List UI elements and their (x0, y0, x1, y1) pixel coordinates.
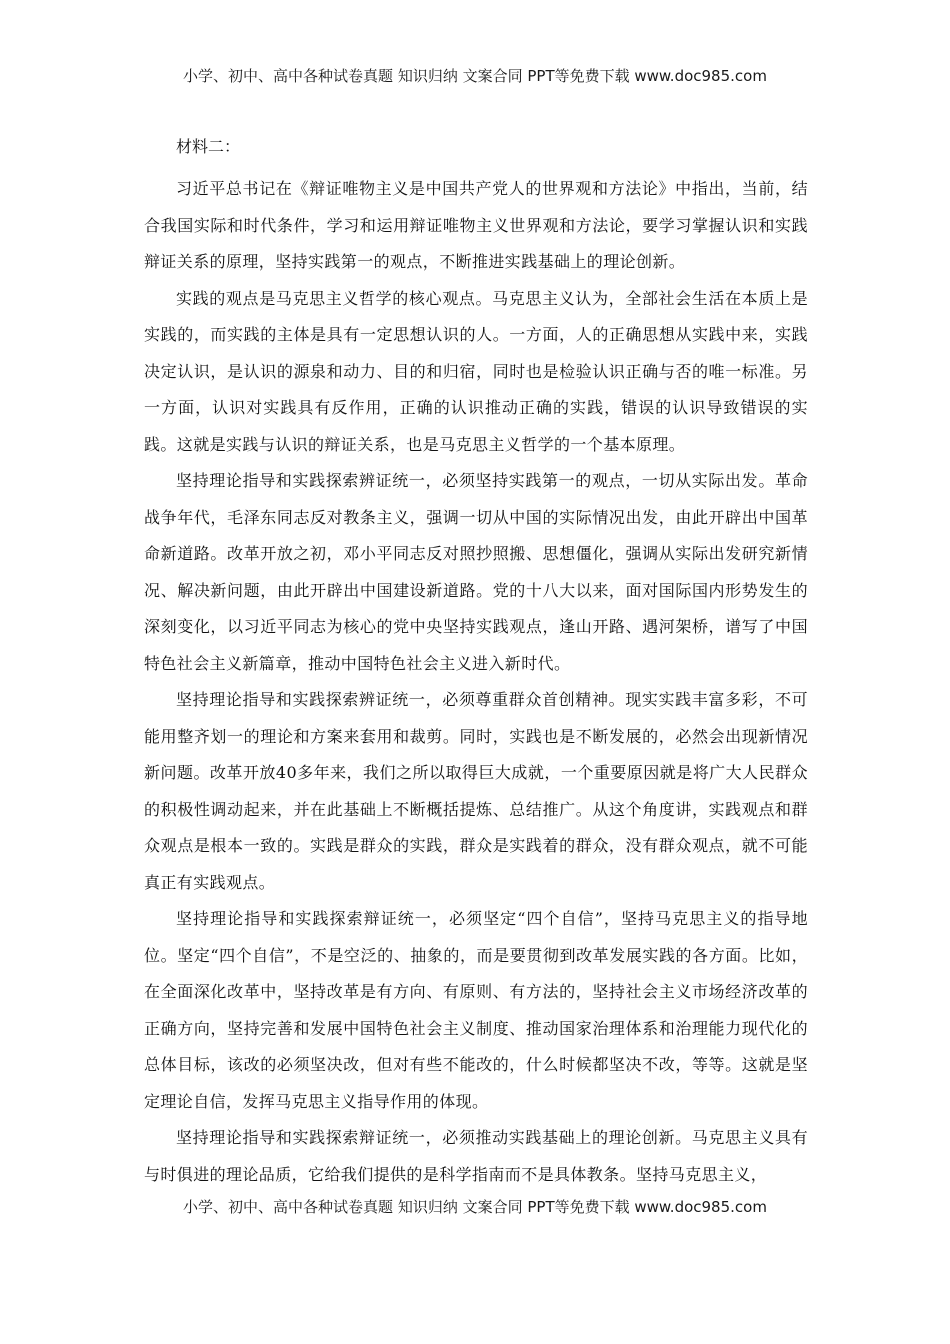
document-body (144, 136, 808, 1193)
paragraph-4: 坚持理论指导和实践探索辨证统一，必须尊重群众首创精神。现实实践丰富多彩，不可能用整齐划一的理论和方案来套用和裁剪。同时，实践也是不断发展的，必然会出现新情况新问题。改革开放40多年来，我们之所以取得巨大成就，一个重要原因就是将广大人民群众的积极性调动起来，并在此基础上不断概括提炼、总结推广。从这个角度讲，实践观点和群众观点是根本一致的。实践是群众的实践，群众是实践着的群众，没有群众观点，就不可能真正有实践观点。 (144, 690, 808, 892)
paragraph-1: 习近平总书记在《辩证唯物主义是中国共产党人的世界观和方法论》中指出，当前，结合我国实际和时代条件，学习和运用辩证唯物主义世界观和方法论，要学习掌握认识和实践辩证关系的原理，坚持实践第一的观点，不断推进实践基础上的理论创新。 (144, 179, 808, 271)
paragraph-3: 坚持理论指导和实践探索辨证统一，必须坚持实践第一的观点，一切从实际出发。革命战争年代，毛泽东同志反对教条主义，强调一切从中国的实际情况出发，由此开辟出中国革命新道路。改革开放之初，邓小平同志反对照抄照搬、思想僵化，强调从实际出发研究新情况、解决新问题，由此开辟出中国建设新道路。党的十八大以来，面对国际国内形势发生的深刻变化，以习近平同志为核心的党中央坚持实践观点，逢山开路、遇河架桥，谱写了中国特色社会主义新篇章，推动中国特色社会主义进入新时代。 (144, 471, 808, 673)
paragraph-5: 坚持理论指导和实践探索辩证统一，必须坚定“四个自信”，坚持马克思主义的指导地位。坚定“四个自信”，不是空泛的、抽象的，而是要贯彻到改革发展实践的各方面。比如，在全面深化改革中，坚持改革是有方向、有原则、有方法的，坚持社会主义市场经济改革的正确方向，坚持完善和发展中国特色社会主义制度、推动国家治理体系和治理能力现代化的总体目标，该改的必须坚决改，但对有些不能改的，什么时候都坚决不改，等等。这就是坚定理论自信，发挥马克思主义指导作用的体现。 (144, 909, 808, 1111)
paragraph-6: 坚持理论指导和实践探索辩证统一，必须推动实践基础上的理论创新。马克思主义具有与时俱进的理论品质，它给我们提供的是科学指南而不是具体教条。坚持马克思主义， (144, 1128, 808, 1184)
page-footer: 小学、初中、高中各种试卷真题 知识归纳 文案合同 PPT等免费下载 www.doc985.com (183, 1198, 767, 1216)
paragraph-2: 实践的观点是马克思主义哲学的核心观点。马克思主义认为，全部社会生活在本质上是实践的，而实践的主体是具有一定思想认识的人。一方面，人的正确思想从实践中来，实践决定认识，是认识的源泉和动力、目的和归宿，同时也是检验认识正确与否的唯一标准。另一方面，认识对实践具有反作用，正确的认识推动正确的实践，错误的认识导致错误的实践。这就是实践与认识的辩证关系，也是马克思主义哲学的一个基本原理。 (144, 288, 808, 454)
page-header: 小学、初中、高中各种试卷真题 知识归纳 文案合同 PPT等免费下载 www.doc985.com (183, 67, 767, 85)
section-title: 材料二： (176, 137, 241, 156)
